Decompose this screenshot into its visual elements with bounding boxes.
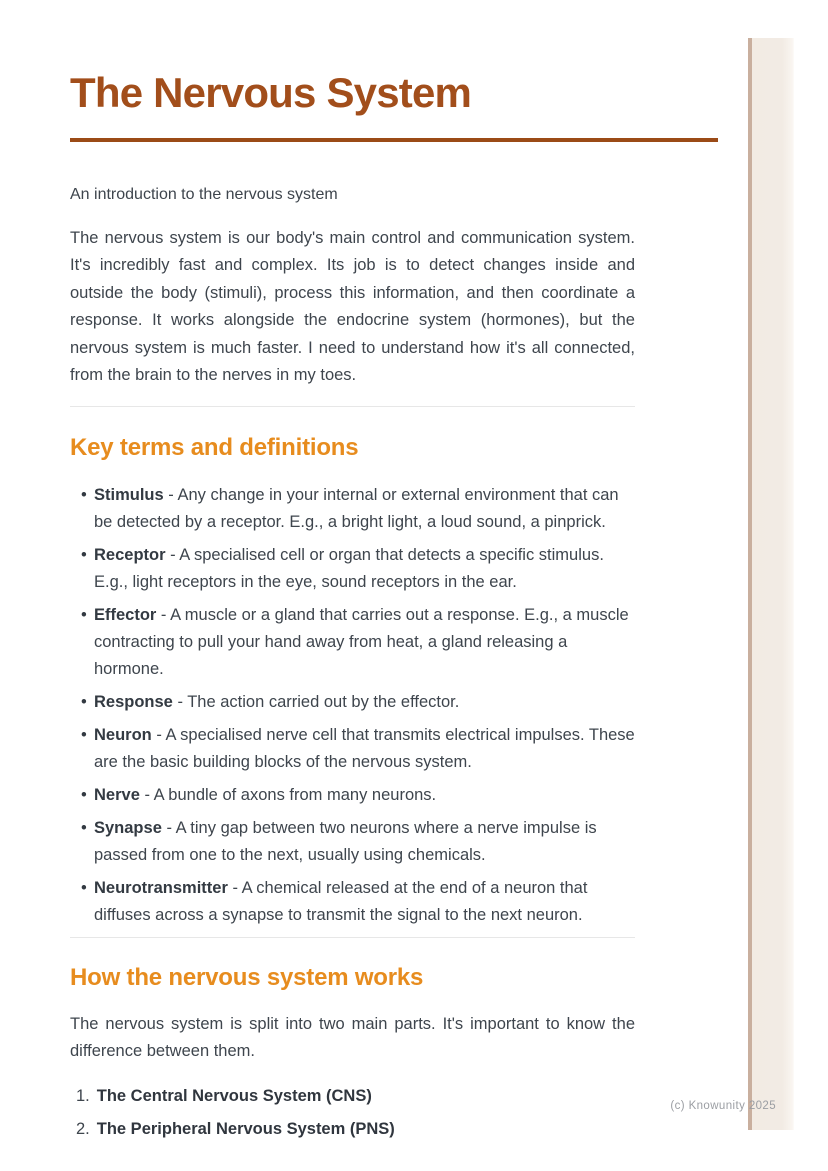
intro-paragraph: The nervous system is our body's main control and communication system. It's incredibly fast and complex. Its job is to detect changes inside and outside the body (stimuli), process this information, and then coordinate a response. It works alongside the endocrine system (hormones), but the nervous system is much faster. I need to understand how it's all connected, from the brain to the nerves in my toes. <box>70 229 635 385</box>
term-definition: - A specialised nerve cell that transmits electrical impulses. These are the basic building blocks of the nervous system. <box>94 726 635 772</box>
term-text <box>94 542 635 596</box>
term-definition: - The action carried out by the effector. <box>172 693 460 712</box>
term-name: Stimulus <box>94 486 164 505</box>
term-definition: - A chemical released at the end of a neuron that diffuses across a synapse to transmit the signal to the next neuron. <box>94 879 588 925</box>
section-heading-key-terms: Key terms and definitions <box>70 434 359 462</box>
title-underline <box>70 138 718 142</box>
term-item <box>70 689 635 716</box>
bullet-marker-icon: • <box>81 486 87 505</box>
subtitle: An introduction to the nervous system <box>70 186 338 203</box>
how-it-works-paragraph: The nervous system is split into two main parts. It's important to know the difference between them. <box>70 1015 635 1061</box>
watermark: (c) Knowunity 2025 <box>670 1100 776 1112</box>
term-text <box>94 782 635 809</box>
term-definition: - Any change in your internal or external environment that can be detected by a receptor. E.g., a bright light, a loud sound, a pinprick. <box>94 486 619 532</box>
bullet-marker-icon: • <box>81 546 87 565</box>
term-text <box>94 602 635 683</box>
section-divider-2 <box>70 937 635 938</box>
term-item <box>70 482 635 536</box>
term-item <box>70 875 635 929</box>
section-divider-1 <box>70 406 635 407</box>
term-item <box>70 542 635 596</box>
bullet-marker-icon: • <box>81 879 87 898</box>
bullet-marker-icon: • <box>81 786 87 805</box>
item-label: The Central Nervous System (CNS) <box>96 1087 372 1106</box>
term-item <box>70 602 635 683</box>
term-text <box>94 815 635 869</box>
term-definition: - A tiny gap between two neurons where a nerve impulse is passed from one to the next, usually using chemicals. <box>94 819 597 865</box>
item-number: 1. <box>76 1087 90 1106</box>
term-text <box>94 875 635 929</box>
bullet-marker-icon: • <box>81 693 87 712</box>
terms-list <box>70 482 635 929</box>
numbered-list <box>70 1083 635 1143</box>
next-page-edge <box>748 38 794 1130</box>
term-definition: - A bundle of axons from many neurons. <box>139 786 437 805</box>
term-text <box>94 482 635 536</box>
document-page <box>70 0 635 1149</box>
numbered-item <box>70 1116 635 1143</box>
section-heading-how-it-works: How the nervous system works <box>70 964 424 992</box>
item-number: 2. <box>76 1120 90 1139</box>
term-name: Receptor <box>94 546 166 565</box>
term-item <box>70 722 635 776</box>
term-text <box>94 689 635 716</box>
term-definition: - A muscle or a gland that carries out a response. E.g., a muscle contracting to pull your hand away from heat, a gland releasing a hormone. <box>94 606 629 679</box>
term-name: Neuron <box>94 726 152 745</box>
term-name: Neurotransmitter <box>94 879 228 898</box>
bullet-marker-icon: • <box>81 606 87 625</box>
page-title: The Nervous System <box>70 69 472 116</box>
term-name: Synapse <box>94 819 162 838</box>
term-name: Response <box>94 693 173 712</box>
bullet-marker-icon: • <box>81 819 87 838</box>
bullet-marker-icon: • <box>81 726 87 745</box>
numbered-item <box>70 1083 635 1110</box>
term-name: Nerve <box>94 786 140 805</box>
term-definition: - A specialised cell or organ that detects a specific stimulus. E.g., light receptors in the eye, sound receptors in the ear. <box>94 546 604 592</box>
item-label: The Peripheral Nervous System (PNS) <box>96 1120 395 1139</box>
term-item <box>70 815 635 869</box>
term-name: Effector <box>94 606 157 625</box>
term-item <box>70 782 635 809</box>
term-text <box>94 722 635 776</box>
